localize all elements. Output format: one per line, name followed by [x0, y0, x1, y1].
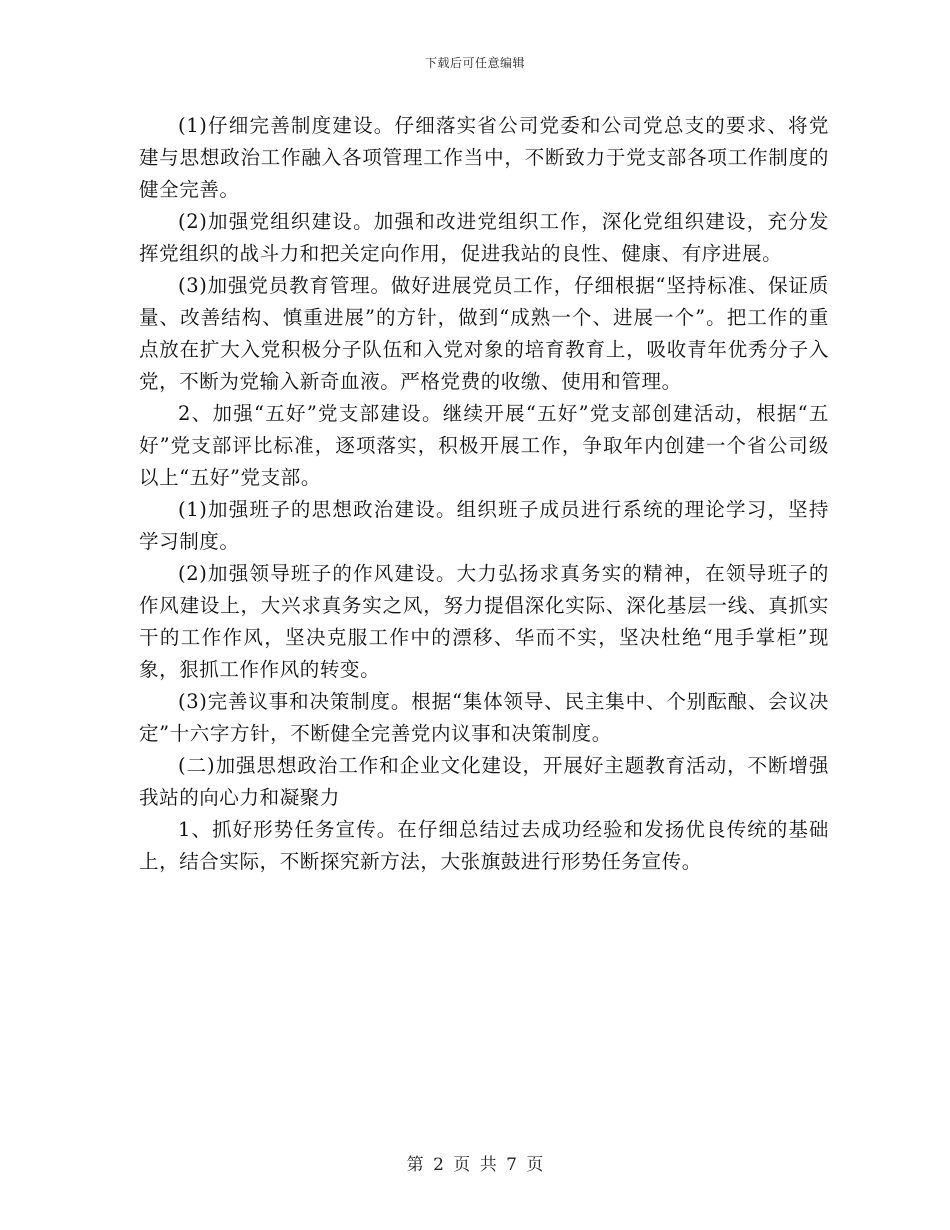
page-header: 下载后可任意编辑 [424, 56, 525, 70]
paragraph: 1、抓好形势任务宣传。在仔细总结过去成功经验和发扬优良传统的基础上，结合实际，不断探究新方法，大张旗鼓进行形势任务宣传。 [139, 818, 829, 873]
page-number: 第 2 页 共 7 页 [406, 1155, 544, 1175]
paragraph: (3)加强党员教育管理。做好进展党员工作，仔细根据“坚持标准、保证质量、改善结构、慎重进展”的方针，做到“成熟一个、进展一个”。把工作的重点放在扩大入党积极分子队伍和入党对象的培育教育上，吸收青年优秀分子入党，不断为党输入新奇血液。严格党费的收缴、使用和管理。 [139, 274, 829, 393]
paragraph: (1)加强班子的思想政治建设。组织班子成员进行系统的理论学习，坚持学习制度。 [139, 498, 829, 553]
section-heading: (二)加强思想政治工作和企业文化建设，开展好主题教育活动，不断增强我站的向心力和凝聚力 [139, 754, 829, 809]
paragraph: (3)完善议事和决策制度。根据“集体领导、民主集中、个别酝酿、会议决定”十六字方针，不断健全完善党内议事和决策制度。 [139, 690, 829, 745]
paragraph: (2)加强领导班子的作风建设。大力弘扬求真务实的精神，在领导班子的作风建设上，大兴求真务实之风，努力提倡深化实际、深化基层一线、真抓实干的工作作风，坚决克服工作中的漂移、华而不实，坚决杜绝“甩手掌柜”现象，狠抓工作作风的转变。 [139, 562, 829, 681]
paragraph: 2、加强“五好”党支部建设。继续开展“五好”党支部创建活动，根据“五好”党支部评比标准，逐项落实，积极开展工作，争取年内创建一个省公司级以上“五好”党支部。 [139, 402, 829, 489]
paragraph: (2)加强党组织建设。加强和改进党组织工作，深化党组织建设，充分发挥党组织的战斗力和把关定向作用，促进我站的良性、健康、有序进展。 [139, 210, 829, 265]
paragraph: (1)仔细完善制度建设。仔细落实省公司党委和公司党总支的要求、将党建与思想政治工作融入各项管理工作当中，不断致力于党支部各项工作制度的健全完善。 [139, 114, 829, 201]
body-text [139, 110, 829, 878]
